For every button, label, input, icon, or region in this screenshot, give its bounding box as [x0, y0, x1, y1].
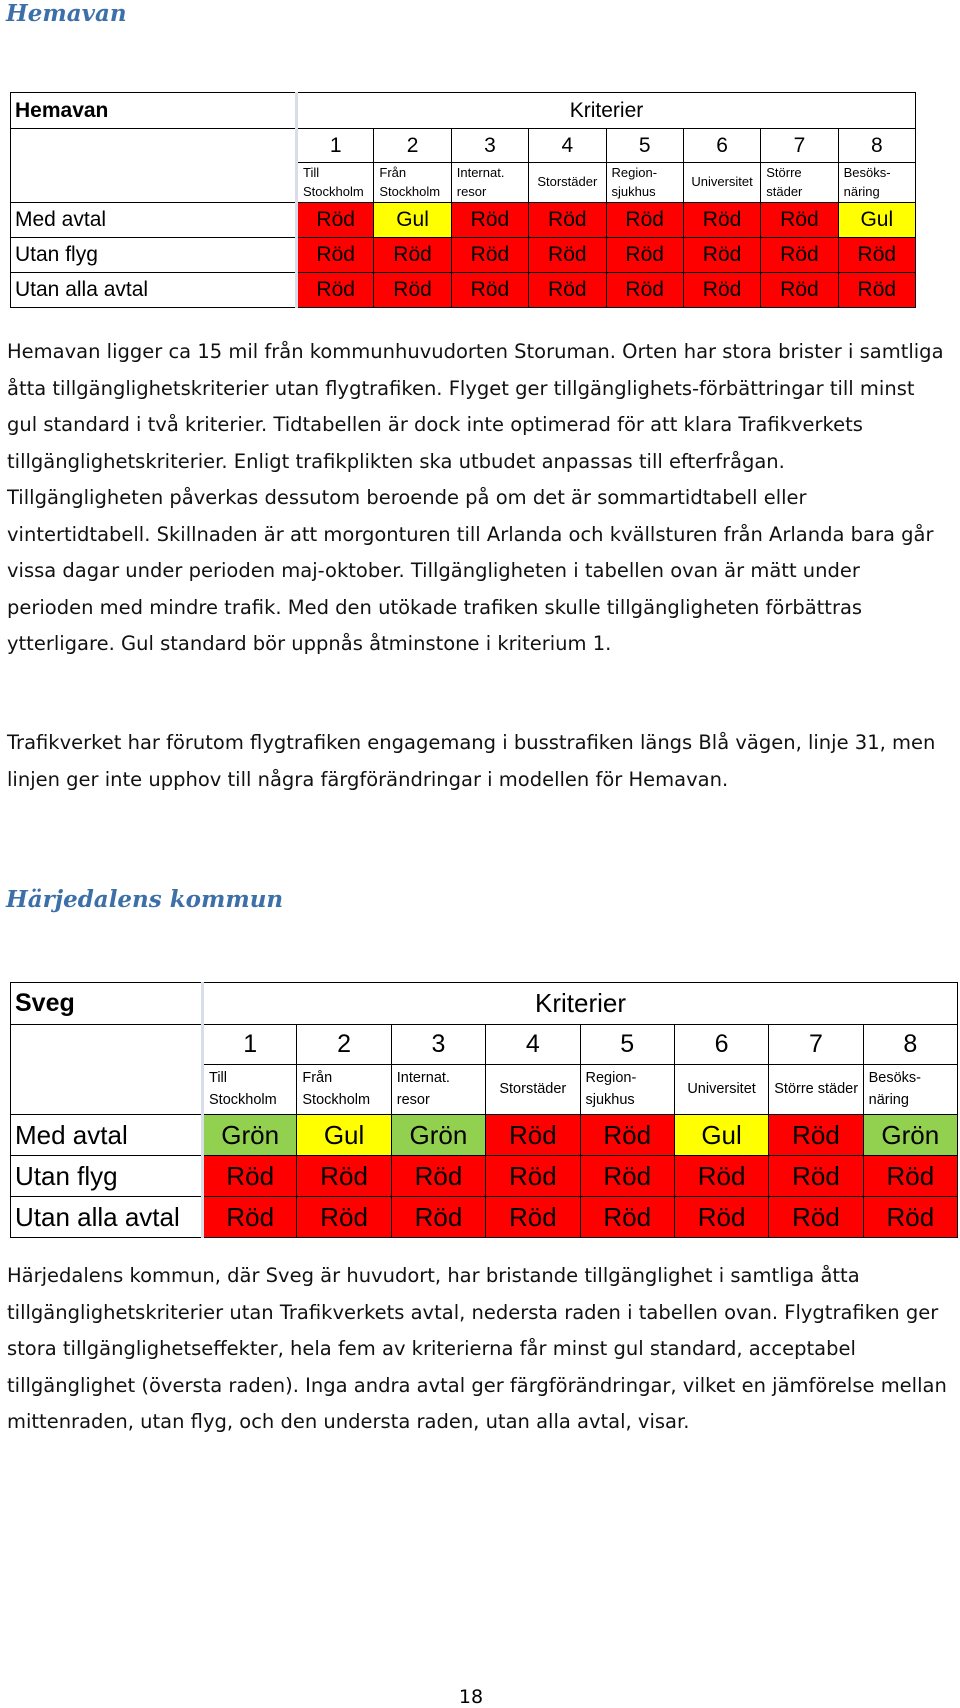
rating-cell: Röd — [297, 1197, 391, 1238]
criterion-description: Region- sjukhus — [580, 1065, 674, 1115]
rating-cell: Röd — [683, 238, 760, 273]
rating-cell: Grön — [391, 1115, 485, 1156]
criterion-number: 6 — [674, 1025, 768, 1065]
criterion-description: Region- sjukhus — [606, 163, 683, 203]
criterion-number: 4 — [486, 1025, 580, 1065]
rating-cell: Röd — [297, 238, 374, 273]
rating-cell: Röd — [769, 1197, 863, 1238]
row-label: Utan flyg — [11, 238, 297, 273]
criterion-description: Besöks- näring — [838, 163, 915, 203]
criterion-number: 1 — [203, 1025, 297, 1065]
criterion-number: 5 — [606, 129, 683, 163]
rating-cell: Röd — [486, 1115, 580, 1156]
section-heading-hemavan: Hemavan — [6, 0, 127, 27]
row-label: Utan alla avtal — [11, 1197, 203, 1238]
rating-cell: Röd — [374, 273, 451, 308]
table-row — [11, 1156, 958, 1197]
rating-cell: Röd — [606, 273, 683, 308]
criterion-description: Universitet — [674, 1065, 768, 1115]
rating-cell: Grön — [203, 1115, 297, 1156]
body-paragraph: Trafikverket har förutom flygtrafiken engagemang i busstrafiken längs Blå vägen, linje 31, men linjen ger inte upphov till några färgförändringar i modellen för Hemavan. — [7, 731, 936, 791]
kriterier-header: Kriterier — [297, 93, 916, 129]
rating-cell: Röd — [606, 238, 683, 273]
table-row — [11, 1197, 958, 1238]
criterion-number: 8 — [838, 129, 915, 163]
rating-cell: Röd — [297, 1156, 391, 1197]
rating-cell: Röd — [391, 1156, 485, 1197]
table-row — [11, 273, 916, 308]
rating-cell: Gul — [297, 1115, 391, 1156]
rating-cell: Röd — [606, 203, 683, 238]
criteria-table-hemavan — [10, 92, 916, 308]
rating-cell: Röd — [486, 1156, 580, 1197]
body-paragraph: Härjedalens kommun, där Sveg är huvudort, har bristande tillgänglighet i samtliga åtta tillgänglighetskriterier utan Trafikverkets avtal, nedersta raden i tabellen ovan. Flygtrafiken ger stora tillgänglighetseffekter, hela fem av kriterierna får minst gul standard, acceptabel tillgänglighet (översta raden). Inga andra avtal ger färgförändringar, vilket en jämförelse mellan mittenraden, utan flyg, och den understa raden, utan alla avtal, visar. — [7, 1264, 947, 1433]
rating-cell: Röd — [529, 238, 606, 273]
criterion-description: Till Stockholm — [203, 1065, 297, 1115]
table-place-label: Hemavan — [11, 93, 297, 129]
rating-cell: Röd — [580, 1115, 674, 1156]
rating-cell: Röd — [838, 273, 915, 308]
rating-cell: Röd — [761, 273, 838, 308]
criterion-number: 2 — [297, 1025, 391, 1065]
kriterier-header: Kriterier — [203, 983, 958, 1025]
criterion-description: Större städer — [761, 163, 838, 203]
rating-cell: Röd — [391, 1197, 485, 1238]
criterion-description: Större städer — [769, 1065, 863, 1115]
table-place-label: Sveg — [11, 983, 203, 1025]
table-row — [11, 1115, 958, 1156]
rating-cell: Röd — [863, 1156, 957, 1197]
rating-cell: Röd — [863, 1197, 957, 1238]
criterion-number: 3 — [451, 129, 528, 163]
rating-cell: Röd — [297, 273, 374, 308]
rating-cell: Röd — [674, 1156, 768, 1197]
criterion-description: Internat. resor — [451, 163, 528, 203]
rating-cell: Röd — [761, 203, 838, 238]
rating-cell: Röd — [374, 238, 451, 273]
rating-cell: Röd — [451, 203, 528, 238]
rating-cell: Röd — [580, 1197, 674, 1238]
row-label: Utan flyg — [11, 1156, 203, 1197]
rating-cell: Röd — [486, 1197, 580, 1238]
criterion-number: 4 — [529, 129, 606, 163]
rating-cell: Röd — [838, 238, 915, 273]
criterion-number: 7 — [761, 129, 838, 163]
body-paragraph: Hemavan ligger ca 15 mil från kommunhuvudorten Storuman. Orten har stora brister i samtliga åtta tillgänglighetskriterier utan flygtrafiken. Flyget ger tillgänglighets-förbättringar till minst gul standard i två kriterier. Tidtabellen är dock inte optimerad för att klara Trafikverkets tillgänglighetskriterier. Enligt trafikplikten ska utbudet anpassas till efterfrågan. Tillgängligheten påverkas dessutom beroende på om det är sommartidtabell eller vintertidtabell. Skillnaden är att morgonturen till Arlanda och kvällsturen från Arlanda bara går vissa dagar under perioden maj-oktober. Tillgängligheten i tabellen ovan är mätt under perioden med mindre trafik. Med den utökade trafiken skulle tillgängligheten förbättras ytterligare. Gul standard bör uppnås åtminstone i kriterium 1. — [7, 340, 944, 655]
table-row — [11, 203, 916, 238]
rating-cell: Röd — [674, 1197, 768, 1238]
criterion-description: Besöks- näring — [863, 1065, 957, 1115]
criterion-number: 7 — [769, 1025, 863, 1065]
rating-cell: Röd — [769, 1156, 863, 1197]
criterion-description: Från Stockholm — [374, 163, 451, 203]
rating-cell: Röd — [529, 203, 606, 238]
row-label: Med avtal — [11, 1115, 203, 1156]
criterion-description: Storstäder — [529, 163, 606, 203]
rating-cell: Röd — [761, 238, 838, 273]
rating-cell: Gul — [374, 203, 451, 238]
rating-cell: Röd — [769, 1115, 863, 1156]
table-row — [11, 238, 916, 273]
criterion-number: 2 — [374, 129, 451, 163]
criterion-number: 3 — [391, 1025, 485, 1065]
criterion-description: Storstäder — [486, 1065, 580, 1115]
rating-cell: Röd — [203, 1197, 297, 1238]
row-label: Utan alla avtal — [11, 273, 297, 308]
criteria-table-sveg — [10, 982, 958, 1238]
rating-cell: Röd — [683, 203, 760, 238]
rating-cell: Röd — [451, 238, 528, 273]
section-heading-harjedalen: Härjedalens kommun — [6, 886, 284, 913]
rating-cell: Gul — [674, 1115, 768, 1156]
criterion-number: 1 — [297, 129, 374, 163]
criterion-description: Internat. resor — [391, 1065, 485, 1115]
rating-cell: Gul — [838, 203, 915, 238]
criterion-number: 6 — [683, 129, 760, 163]
criterion-description: Universitet — [683, 163, 760, 203]
rating-cell: Röd — [683, 273, 760, 308]
page-number: 18 — [458, 1686, 484, 1708]
criterion-number: 5 — [580, 1025, 674, 1065]
rating-cell: Röd — [580, 1156, 674, 1197]
row-label: Med avtal — [11, 203, 297, 238]
rating-cell: Röd — [529, 273, 606, 308]
rating-cell: Röd — [203, 1156, 297, 1197]
rating-cell: Grön — [863, 1115, 957, 1156]
criterion-number: 8 — [863, 1025, 957, 1065]
rating-cell: Röd — [297, 203, 374, 238]
criterion-description: Från Stockholm — [297, 1065, 391, 1115]
rating-cell: Röd — [451, 273, 528, 308]
criterion-description: Till Stockholm — [297, 163, 374, 203]
